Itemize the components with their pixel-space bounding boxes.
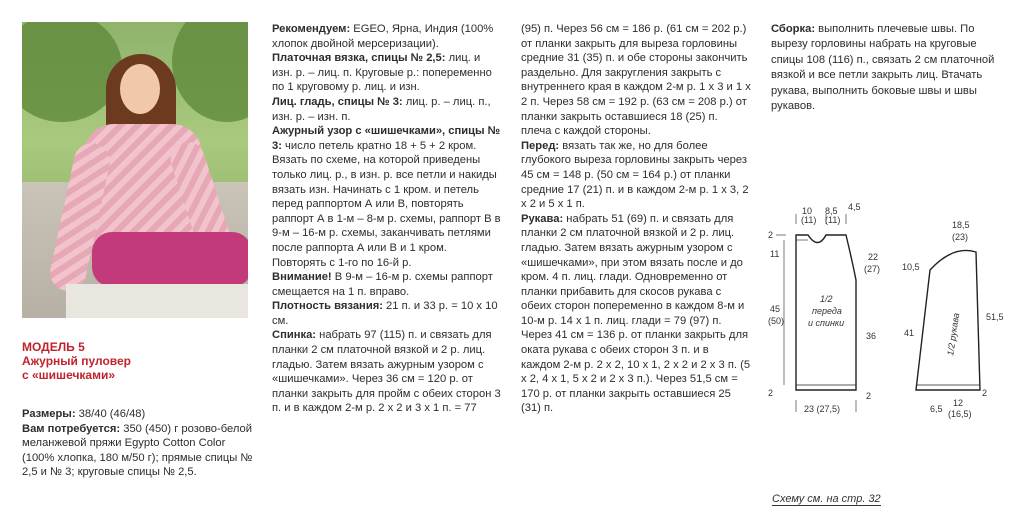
sleeves-label: Рукава: (521, 212, 564, 225)
recommend-value: EGEO, Ярна, Индия (100% хлопок двойной мерсеризации). (272, 23, 494, 50)
dim-neck-width-alt: (11) (801, 215, 817, 225)
assembly-value: выполнить плечевые швы. По вырезу горловины набрать на круговые спицы 108 (116) п., связать 2 см платочной вязкой и все петли закрыть лиц. Втачать рукава, выполнить боковые швы и швы рукавов. (771, 23, 995, 113)
stockinette-value: лиц. р. – лиц. п., изн. р. – изн. п. (272, 95, 491, 123)
sizes-label: Размеры: (22, 408, 76, 420)
lace-pattern-label: Ажурный узор с «шишечками», спицы № 3: (272, 125, 501, 152)
gauge-value: 21 п. и 33 р. = 10 х 10 см. (272, 300, 498, 327)
recommend-paragraph (272, 22, 502, 51)
assembly-paragraph (771, 22, 1007, 114)
dim-side: 36 (866, 331, 877, 341)
materials-value: 350 (450) г розово-белой меланжевой пряжи Egypto Cotton Color (100% хлопка, 180 м/50 г); прямые спицы № 2,5 и № 3; круговые спицы № 2,5. (22, 422, 253, 479)
gauge-paragraph (272, 299, 502, 328)
sleeve-label: 1/2 рукава (945, 312, 962, 357)
garter-stitch-label: Платочная вязка, спицы № 2,5: (272, 52, 446, 65)
front-value: вязать так же, но для более глубокого выреза горловины закрыть через 45 см = 148 р. (50 см = 164 р.) от планки средние 17 (21) п. и в каждом 2-м р. 1 х 3, 2 х 2 и 5 х 1 п. (521, 139, 749, 211)
front-label: Перед: (521, 139, 560, 152)
lace-pattern-value: число петель кратно 18 + 5 + 2 кром. Вязать по схеме, на которой приведены только лиц. р., в изн. р. все петли и накиды вязать изн. Начинать с 1 кром. и петель перед раппортом А или В, повторять раппорт А в 1-м – 8-м р. схемы, раппорт В в 9-м – 16-м р. схемы, заканчивать петлями после раппорта А или В и 1 кром. Повторять с 1-го по 16-й р. (272, 139, 501, 269)
dim-cap-height: 10,5 (902, 262, 920, 272)
dim-sleeve-top: 18,5 (952, 220, 970, 230)
assembly-label: Сборка: (771, 23, 816, 35)
white-bench (66, 284, 248, 318)
dim-sleeve-top-alt: (23) (952, 232, 969, 242)
dim-neck-width: 10 (802, 206, 813, 216)
materials-paragraph (22, 422, 254, 480)
materials-column (22, 407, 254, 480)
stockinette-label: Лиц. гладь, спицы № 3: (272, 95, 403, 108)
instructions-column-1 (272, 22, 502, 416)
dim-sleeve-total: 51,5 (986, 312, 1004, 322)
stockinette-paragraph (272, 95, 502, 124)
attention-value: В 9-м – 16-м р. схемы раппорт смещается на 1 п. вправо. (272, 271, 493, 298)
dim-width: 23 (27,5) (804, 404, 841, 414)
attention-label: Внимание! (272, 271, 332, 284)
back-paragraph (272, 328, 502, 416)
dim-armhole-alt: (27) (864, 264, 881, 274)
gauge-label: Плотность вязания: (272, 300, 383, 313)
model-face (120, 64, 160, 114)
dim-sleeve-length: 41 (904, 328, 915, 338)
dim-edge-bottom: 2 (768, 388, 774, 398)
body-piece (768, 202, 880, 414)
model-photo (22, 22, 248, 318)
model-number: МОДЕЛЬ 5 (22, 340, 85, 354)
instructions-column-2 (521, 22, 751, 416)
garter-stitch-paragraph (272, 51, 502, 95)
dim-sleeve-edge: 2 (982, 388, 988, 398)
body-label-back: и спинки (808, 318, 845, 328)
pink-pants (92, 232, 248, 287)
dim-sleeve-offset: 6,5 (930, 404, 943, 414)
pattern-schematic (768, 200, 1018, 420)
dim-edge-top: 2 (768, 230, 774, 240)
sleeves-value: набрать 51 (69) п. и связать для планки 2 см платочной вязкой и 2 р. лиц. гладью. Затем вязать ажурным узором с «шишечками», при этом вязать после и до кром. 4 п. лиц. глади. Одновременно от планки прибавить для скосов рукава с обеих сторон попеременно в каждом 8-м и 10-м р. 14 х 1 п. лиц. глади = 79 (97) п. Через 41 см = 136 р. от планки закрыть для оката рукава с обеих сторон 3 п. и в каждом 2-м р. 2 х 2, 10 х 1, 2 х 2 и 2 х 3 п. (5 х 2, 4 х 1, 5 х 2 и 2 х 3 п.). Через 51,5 см = 170 р. от планки закрыть оставшиеся 25 (31) п. (521, 212, 751, 415)
recommend-label: Рекомендуем: (272, 23, 351, 35)
garter-stitch-value: лиц. и изн. р. – лиц. п. Круговые р.: попеременно по 1 круговому р. лиц. и изн. (272, 52, 492, 94)
body-label-front: переда (812, 306, 842, 316)
dim-armhole: 22 (868, 252, 879, 262)
dim-length: 45 (770, 304, 781, 314)
assembly-column (771, 22, 1007, 114)
back-label: Спинка: (272, 329, 317, 342)
body-label-fraction: 1/2 (820, 294, 833, 304)
sleeves-paragraph (521, 212, 751, 416)
materials-label: Вам потребуется: (22, 422, 121, 435)
model-title (22, 340, 262, 382)
back-continued-paragraph: (95) п. Через 56 см = 186 р. (61 см = 202 р.) от планки закрыть для выреза горловины средние 31 (35) п. и обе стороны закончить раздельно. Для закругления закрыть с внутреннего края в каждом 2-м р. 1 х 3 и 1 х 2 п. Через 58 см = 192 р. (63 см = 208 р.) от планки закрыть оставшиеся 18 (25) п. плеча с каждой стороны. (521, 23, 751, 138)
attention-paragraph (272, 270, 502, 299)
dim-neck-depth: 11 (770, 249, 780, 259)
sleeve-piece (902, 220, 1004, 419)
dim-sleeve-cuff: 12 (953, 398, 964, 408)
background-tree (172, 22, 248, 122)
sizes-paragraph (22, 407, 254, 422)
sizes-value: 38/40 (46/48) (75, 408, 146, 420)
schema-caption: Схему см. на стр. 32 (772, 493, 881, 505)
model-name-line1: Ажурный пуловер (22, 354, 132, 368)
dim-shoulder-alt: (11) (825, 215, 841, 225)
dim-sleeve-cuff-alt: (16,5) (948, 409, 972, 419)
model-name-line2: с «шишечками» (22, 368, 116, 382)
lace-pattern-paragraph (272, 124, 502, 270)
dim-armhole-depth: 4,5 (848, 202, 861, 212)
dim-edge-right: 2 (866, 391, 872, 401)
back-value: набрать 97 (115) п. и связать для планки 2 см платочной вязкой и 2 р. лиц. гладью. Затем вязать ажурным узором с «шишечками». Через 36 см = 120 р. от планки закрыть для пройм с обеих сторон 3 п. и в каждом 2-м р. 2 х 2 и 3 х 1 п. = 77 (272, 329, 501, 415)
dim-length-alt: (50) (768, 316, 785, 326)
dim-shoulder: 8,5 (825, 206, 838, 216)
front-paragraph (521, 139, 751, 212)
